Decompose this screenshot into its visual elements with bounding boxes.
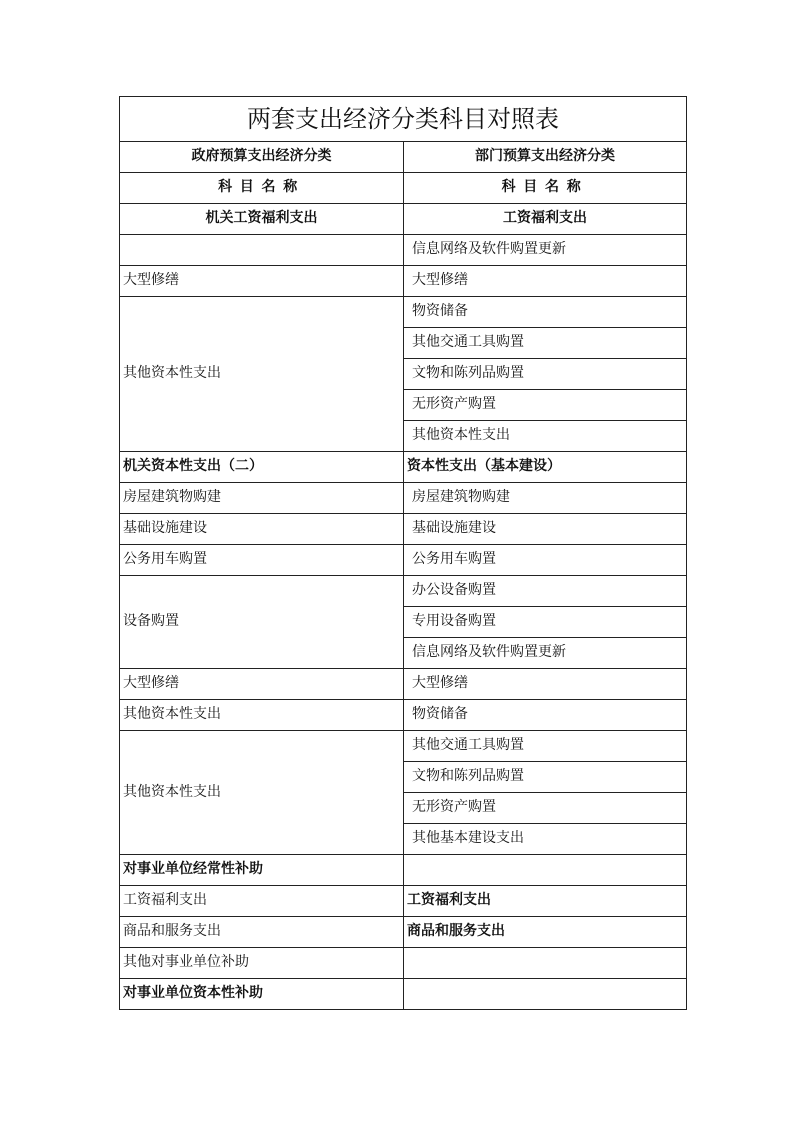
cell-right: 物资储备 <box>404 700 687 731</box>
cell-right: 信息网络及软件购置更新 <box>404 638 687 669</box>
section-label-right: 工资福利支出 <box>404 204 687 235</box>
table-row <box>120 235 687 266</box>
table-title: 两套支出经济分类科目对照表 <box>120 97 687 142</box>
cell-left-merged: 设备购置 <box>120 576 404 669</box>
cell-left: 其他资本性支出 <box>120 700 404 731</box>
cell-left: 基础设施建设 <box>120 514 404 545</box>
title-row <box>120 97 687 142</box>
subject-name-header-left: 科目名称 <box>120 173 404 204</box>
cell-right: 大型修缮 <box>404 669 687 700</box>
cell-right: 信息网络及软件购置更新 <box>404 235 687 266</box>
cell-right-bold: 商品和服务支出 <box>404 917 687 948</box>
section-row <box>120 452 687 483</box>
subject-name-header-right: 科目名称 <box>404 173 687 204</box>
table-row <box>120 545 687 576</box>
header-department-budget: 部门预算支出经济分类 <box>404 142 687 173</box>
cell-right: 办公设备购置 <box>404 576 687 607</box>
cell-right: 其他交通工具购置 <box>404 731 687 762</box>
comparison-table <box>119 96 687 1010</box>
cell-left-merged: 其他资本性支出 <box>120 731 404 855</box>
table-row <box>120 731 687 762</box>
cell-right: 无形资产购置 <box>404 390 687 421</box>
cell-left: 房屋建筑物购建 <box>120 483 404 514</box>
cell-right: 专用设备购置 <box>404 607 687 638</box>
table-row <box>120 514 687 545</box>
cell-right: 物资储备 <box>404 297 687 328</box>
cell-right: 大型修缮 <box>404 266 687 297</box>
table-row <box>120 297 687 328</box>
table-row <box>120 886 687 917</box>
section-row <box>120 204 687 235</box>
table-row <box>120 700 687 731</box>
table-row <box>120 948 687 979</box>
table-row <box>120 669 687 700</box>
cell-right: 文物和陈列品购置 <box>404 762 687 793</box>
section-label-left: 机关资本性支出（二） <box>120 452 404 483</box>
cell-right: 公务用车购置 <box>404 545 687 576</box>
cell-left-merged: 其他资本性支出 <box>120 297 404 452</box>
section-row <box>120 855 687 886</box>
cell-left: 大型修缮 <box>120 266 404 297</box>
cell-right: 其他资本性支出 <box>404 421 687 452</box>
cell-right-empty <box>404 948 687 979</box>
section-label-right: 资本性支出（基本建设） <box>404 452 687 483</box>
table-row <box>120 917 687 948</box>
cell-left-empty <box>120 235 404 266</box>
cell-right: 其他基本建设支出 <box>404 824 687 855</box>
cell-left: 公务用车购置 <box>120 545 404 576</box>
cell-right-bold: 工资福利支出 <box>404 886 687 917</box>
section-label-left: 对事业单位资本性补助 <box>120 979 404 1010</box>
cell-right: 房屋建筑物购建 <box>404 483 687 514</box>
section-label-left: 对事业单位经常性补助 <box>120 855 404 886</box>
cell-right: 文物和陈列品购置 <box>404 359 687 390</box>
cell-right-empty <box>404 855 687 886</box>
cell-right: 其他交通工具购置 <box>404 328 687 359</box>
cell-left: 工资福利支出 <box>120 886 404 917</box>
table-row <box>120 266 687 297</box>
cell-right: 无形资产购置 <box>404 793 687 824</box>
header-row <box>120 142 687 173</box>
cell-right: 基础设施建设 <box>404 514 687 545</box>
table-row <box>120 576 687 607</box>
cell-left: 商品和服务支出 <box>120 917 404 948</box>
section-label-left: 机关工资福利支出 <box>120 204 404 235</box>
cell-left: 其他对事业单位补助 <box>120 948 404 979</box>
cell-left: 大型修缮 <box>120 669 404 700</box>
cell-right-empty <box>404 979 687 1010</box>
table-row <box>120 483 687 514</box>
header-government-budget: 政府预算支出经济分类 <box>120 142 404 173</box>
section-row <box>120 979 687 1010</box>
subject-header-row <box>120 173 687 204</box>
